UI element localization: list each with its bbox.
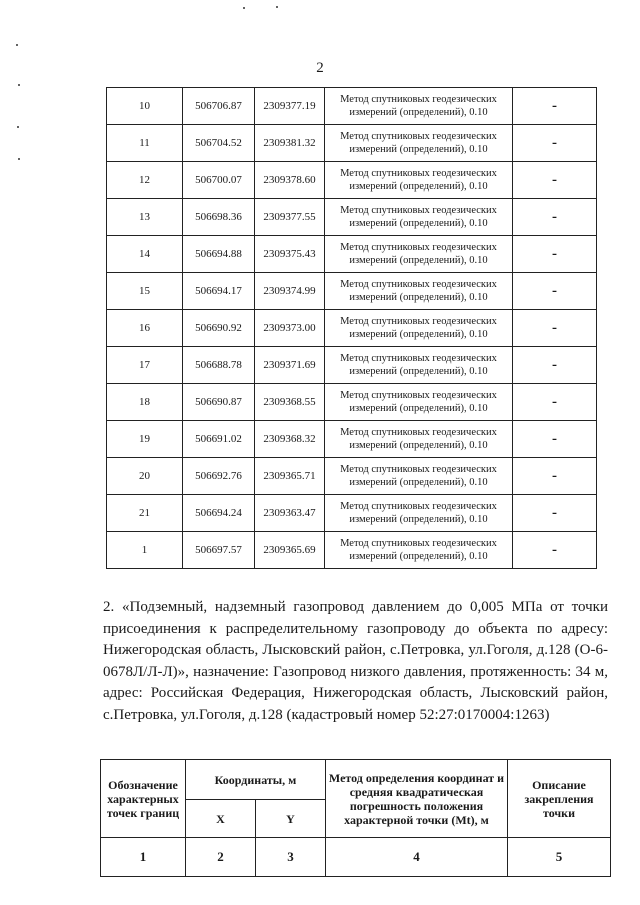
y-coordinate: 2309373.00 [255, 310, 325, 347]
method-line: Метод спутниковых геодезических [340, 242, 497, 253]
column-number: 1 [101, 838, 186, 877]
method-line: измерений (определений), 0.10 [349, 329, 488, 340]
method [325, 458, 513, 495]
x-coordinate: 506690.92 [183, 310, 255, 347]
y-coordinate: 2309363.47 [255, 495, 325, 532]
method-line: измерений (определений), 0.10 [349, 403, 488, 414]
method-line: измерений (определений), 0.10 [349, 181, 488, 192]
x-coordinate: 506697.57 [183, 532, 255, 569]
method-line: Метод спутниковых геодезических [340, 464, 497, 475]
scan-speck [17, 126, 19, 128]
point-number: 1 [107, 532, 183, 569]
point-description: - [513, 421, 597, 458]
scan-speck [18, 84, 20, 86]
header-row [101, 760, 611, 800]
method [325, 88, 513, 125]
method-line: Метод спутниковых геодезических [340, 168, 497, 179]
method-line: измерений (определений), 0.10 [349, 551, 488, 562]
table-row [107, 495, 597, 532]
point-number: 13 [107, 199, 183, 236]
scan-speck [16, 44, 18, 46]
method [325, 384, 513, 421]
table-row [107, 384, 597, 421]
column-number: 4 [326, 838, 508, 877]
x-coordinate: 506691.02 [183, 421, 255, 458]
header-description: Описание закрепления точки [508, 760, 611, 838]
scan-speck [243, 7, 245, 9]
method-line: Метод спутниковых геодезических [340, 279, 497, 290]
point-description: - [513, 532, 597, 569]
column-numbers-row [101, 838, 611, 877]
y-coordinate: 2309365.69 [255, 532, 325, 569]
table-row [107, 310, 597, 347]
point-number: 12 [107, 162, 183, 199]
table-row [107, 199, 597, 236]
table-row [107, 236, 597, 273]
y-coordinate: 2309381.32 [255, 125, 325, 162]
y-coordinate: 2309374.99 [255, 273, 325, 310]
y-coordinate: 2309365.71 [255, 458, 325, 495]
method [325, 421, 513, 458]
point-description: - [513, 88, 597, 125]
column-number: 5 [508, 838, 611, 877]
header-x: X [186, 800, 256, 838]
point-description: - [513, 125, 597, 162]
method-line: Метод спутниковых геодезических [340, 353, 497, 364]
header-point-designation: Обозначение характерных точек границ [101, 760, 186, 838]
method-line: Метод спутниковых геодезических [340, 131, 497, 142]
point-description: - [513, 384, 597, 421]
x-coordinate: 506698.36 [183, 199, 255, 236]
method-line: Метод спутниковых геодезических [340, 501, 497, 512]
point-number: 21 [107, 495, 183, 532]
coordinates-table-body [107, 88, 597, 569]
point-number: 17 [107, 347, 183, 384]
point-number: 20 [107, 458, 183, 495]
method [325, 532, 513, 569]
method-line: измерений (определений), 0.10 [349, 255, 488, 266]
column-number: 3 [256, 838, 326, 877]
method-line: измерений (определений), 0.10 [349, 218, 488, 229]
coordinates-header-table [100, 759, 611, 877]
point-number: 14 [107, 236, 183, 273]
method-line: Метод спутниковых геодезических [340, 205, 497, 216]
y-coordinate: 2309377.55 [255, 199, 325, 236]
x-coordinate: 506704.52 [183, 125, 255, 162]
point-description: - [513, 310, 597, 347]
point-description: - [513, 495, 597, 532]
point-number: 11 [107, 125, 183, 162]
y-coordinate: 2309368.55 [255, 384, 325, 421]
header-coordinates: Координаты, м [186, 760, 326, 800]
y-coordinate: 2309371.69 [255, 347, 325, 384]
method-line: измерений (определений), 0.10 [349, 477, 488, 488]
page-number: 2 [316, 60, 324, 76]
y-coordinate: 2309377.19 [255, 88, 325, 125]
table-row [107, 273, 597, 310]
method-line: Метод спутниковых геодезических [340, 390, 497, 401]
y-coordinate: 2309375.43 [255, 236, 325, 273]
x-coordinate: 506700.07 [183, 162, 255, 199]
method [325, 273, 513, 310]
table-row [107, 88, 597, 125]
method-line: Метод спутниковых геодезических [340, 316, 497, 327]
table-row [107, 347, 597, 384]
point-number: 16 [107, 310, 183, 347]
method [325, 125, 513, 162]
method [325, 162, 513, 199]
method [325, 236, 513, 273]
point-description: - [513, 162, 597, 199]
table-row [107, 125, 597, 162]
scan-speck [18, 158, 20, 160]
table-row [107, 458, 597, 495]
table-row [107, 162, 597, 199]
point-number: 18 [107, 384, 183, 421]
method-line: Метод спутниковых геодезических [340, 538, 497, 549]
point-description: - [513, 273, 597, 310]
method-line: измерений (определений), 0.10 [349, 366, 488, 377]
method-line: измерений (определений), 0.10 [349, 144, 488, 155]
point-number: 10 [107, 88, 183, 125]
table-row [107, 532, 597, 569]
y-coordinate: 2309368.32 [255, 421, 325, 458]
point-number: 15 [107, 273, 183, 310]
x-coordinate: 506694.17 [183, 273, 255, 310]
point-description: - [513, 458, 597, 495]
object-description-paragraph: 2. «Подземный, надземный газопровод давлением до 0,005 МПа от точки присоединения к распределительному газопроводу до объекта по адресу: Нижегородская область, Лысковский район, с.Петровка, ул.Гоголя, д.128 (О-6-0678Л/Л-Л)», назначение: Газопровод низкого давления, протяженность: 34 м, адрес: Российская Федерация, Нижегородская область, Лысковский район, с.Петровка, ул.Гоголя, д.128 (кадастровый номер 52:27:0170004:1263) [103, 599, 608, 723]
method [325, 199, 513, 236]
x-coordinate: 506706.87 [183, 88, 255, 125]
scan-speck [276, 6, 278, 8]
x-coordinate: 506690.87 [183, 384, 255, 421]
x-coordinate: 506688.78 [183, 347, 255, 384]
point-description: - [513, 236, 597, 273]
point-number: 19 [107, 421, 183, 458]
method-line: Метод спутниковых геодезических [340, 94, 497, 105]
method-line: измерений (определений), 0.10 [349, 514, 488, 525]
coordinates-table [106, 87, 597, 569]
point-description: - [513, 199, 597, 236]
method-line: измерений (определений), 0.10 [349, 292, 488, 303]
header-method: Метод определения координат и средняя квадратическая погрешность положения характерной точки (Mt), м [326, 760, 508, 838]
table-row [107, 421, 597, 458]
x-coordinate: 506694.24 [183, 495, 255, 532]
method-line: измерений (определений), 0.10 [349, 440, 488, 451]
y-coordinate: 2309378.60 [255, 162, 325, 199]
method-line: Метод спутниковых геодезических [340, 427, 497, 438]
point-description: - [513, 347, 597, 384]
column-number: 2 [186, 838, 256, 877]
method [325, 347, 513, 384]
header-y: Y [256, 800, 326, 838]
x-coordinate: 506692.76 [183, 458, 255, 495]
method [325, 495, 513, 532]
method [325, 310, 513, 347]
method-line: измерений (определений), 0.10 [349, 107, 488, 118]
x-coordinate: 506694.88 [183, 236, 255, 273]
